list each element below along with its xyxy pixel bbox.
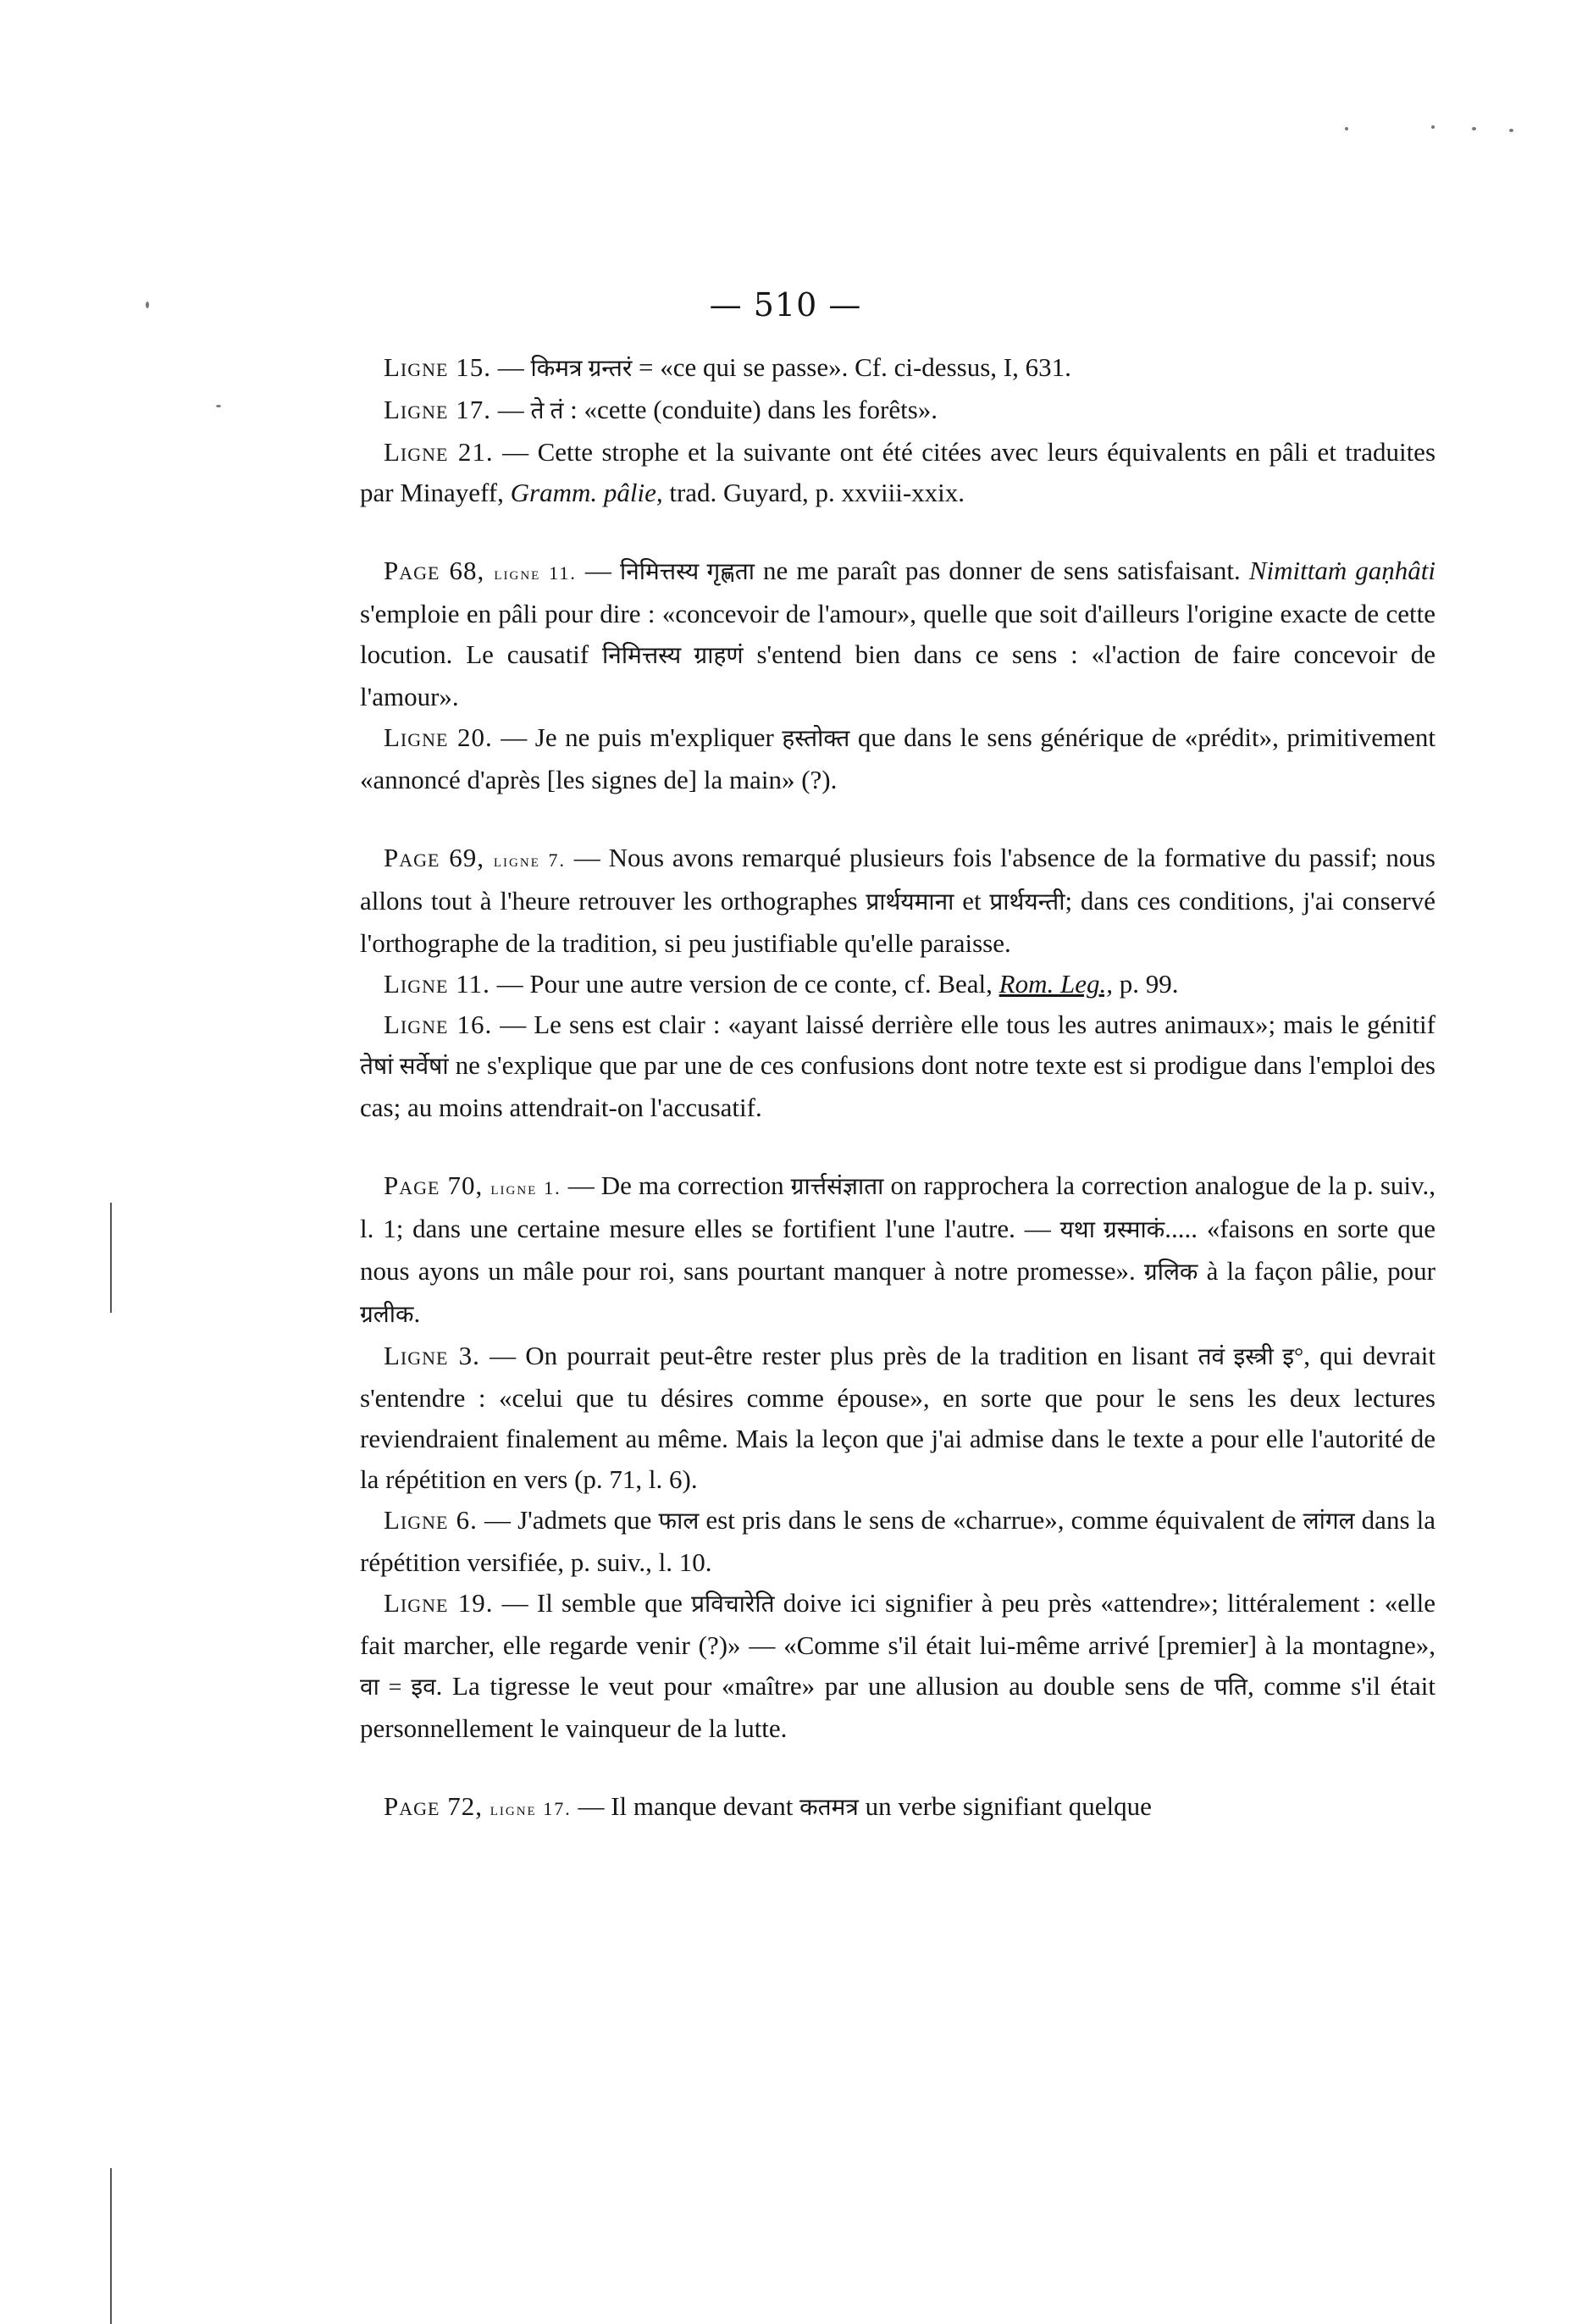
dash-separator: —	[492, 722, 535, 752]
note-text: = «ce qui se passe». Cf. ci-dessus, I, 631.	[632, 352, 1071, 382]
note-line-reference: ligne 17.	[490, 1798, 572, 1819]
dash-separator: —	[576, 556, 620, 585]
gutter-mark	[110, 2168, 112, 2324]
sanskrit-term: किमत्र ग्रन्तरं	[530, 356, 633, 382]
sanskrit-term: तवं इस्त्री इ°	[1198, 1344, 1304, 1370]
note-text: s'entend bien dans ce sens : «l'action de faire concevoir de l'amour».	[360, 639, 1436, 711]
sanskrit-term: यथा ग्रस्माकं	[1059, 1217, 1165, 1243]
note-text: On pourrait peut-être rester plus près de la tradition en lisant	[525, 1341, 1198, 1370]
note-text: . La tigresse le veut pour «maître» par une allusion au double sens de	[435, 1671, 1214, 1701]
note-entry	[360, 838, 1435, 964]
dash-separator: —	[479, 1341, 526, 1370]
dash-separator: —	[493, 1588, 537, 1618]
note-text: Le sens est clair : «ayant laissé derrière elle tous les autres animaux»; mais le génitif	[534, 1010, 1435, 1039]
note-entry	[360, 964, 1435, 1004]
note-reference: Ligne 19.	[384, 1588, 494, 1618]
note-reference: Ligne 20.	[384, 722, 493, 752]
scan-speck	[1509, 129, 1513, 132]
dash-separator: —	[490, 352, 531, 382]
dash-separator: —	[490, 969, 530, 999]
note-entry	[360, 1583, 1435, 1749]
scan-speck	[1345, 127, 1348, 130]
note-text: doive ici signifier à peu près «attendre»; littéralement : «elle fait marcher, elle regarde venir (?)» — «Comme s'il était lui-même arrivé [premier] à la montagne»,	[360, 1588, 1436, 1660]
dash-separator: —	[565, 843, 609, 872]
note-entry	[360, 1786, 1435, 1829]
dash-separator: —	[477, 1505, 518, 1535]
dash-separator: —	[493, 437, 538, 467]
note-entry	[360, 1500, 1435, 1583]
gutter-mark	[110, 1203, 112, 1313]
note-text: un verbe signifiant quelque	[858, 1791, 1152, 1821]
note-text: Nous avons remarqué plusieurs fois l'absence de la formative du passif; nous allons tout à l'heure retrouver les orthographes	[360, 843, 1435, 916]
sanskrit-term: प्रार्थयन्ती	[989, 889, 1065, 916]
note-reference: Page 72,	[384, 1791, 490, 1821]
note-text: on rapprochera la correction analogue de la p. suiv., l. 1; dans une certaine mesure elles se fortifient l'une l'autre. —	[360, 1170, 1435, 1243]
note-text: Je ne puis m'expliquer	[534, 722, 783, 752]
note-text: ..... «faisons en sorte que nous ayons un mâle pour roi, sans pourtant manquer à notre promesse».	[360, 1214, 1435, 1286]
note-text: , qui devrait s'entendre : «celui que tu désires comme épouse», en sorte que pour le sens les deux lectures reviendraient finalement au même. Mais la leçon que j'ai admise dans le texte a pour elle l'autorité de la répétition en vers (p. 71, l. 6).	[360, 1341, 1436, 1494]
dash-separator: —	[561, 1170, 601, 1200]
note-entry	[360, 347, 1435, 390]
scan-speck	[146, 302, 149, 308]
note-reference: Page 69,	[384, 843, 494, 872]
note-reference: Ligne 6.	[384, 1505, 478, 1535]
dash-separator: —	[571, 1791, 611, 1821]
note-reference: Ligne 15.	[384, 352, 491, 382]
note-text: , comme s'il était personnellement le vainqueur de la lutte.	[360, 1671, 1435, 1743]
dash-separator: —	[490, 395, 531, 424]
sanskrit-term: ग्रार्त्तसंज्ञाता	[790, 1174, 884, 1200]
note-entry	[360, 551, 1435, 717]
note-text: Il manque devant	[611, 1791, 800, 1821]
scan-speck	[1431, 125, 1435, 129]
note-text: Cette strophe et la suivante ont été citées avec leurs équivalents en pâli et traduites par Minayeff,	[360, 437, 1436, 507]
sanskrit-term: ते तं	[530, 398, 564, 424]
notes-text	[360, 347, 1435, 1829]
note-text: et	[954, 886, 990, 916]
italic-citation: Rom. Leg.,	[998, 969, 1113, 999]
note-text: ne s'explique que par une de ces confusions dont notre texte est si prodigue dans l'emploi des cas; au moins attendrait-on l'accusatif.	[360, 1050, 1435, 1122]
sanskrit-term: तेषां सर्वेषां	[360, 1054, 449, 1080]
sanskrit-term: निमित्तस्य गृह्णता	[619, 559, 755, 585]
note-text: .	[413, 1298, 421, 1328]
italic-citation: Nimittaṁ gaṇhâti	[1248, 556, 1436, 585]
sanskrit-term: पति	[1214, 1674, 1247, 1701]
note-text: : «cette (conduite) dans les forêts».	[563, 395, 938, 424]
note-entry	[360, 432, 1435, 513]
dash-separator: —	[492, 1010, 534, 1039]
note-entry	[360, 1004, 1435, 1128]
note-text: J'admets que	[517, 1505, 659, 1535]
note-text: s'emploie en pâli pour dire : «concevoir de l'amour», quelle que soit d'ailleurs l'origine exacte de cette locution. Le causatif	[360, 599, 1435, 669]
sanskrit-term: हस्तोक्त	[782, 726, 850, 752]
note-text: trad. Guyard, p. xxviii-xxix.	[662, 478, 965, 507]
italic-citation: Gramm. pâlie,	[510, 478, 663, 507]
sanskrit-term: निमित्तस्य ग्राहणं	[602, 643, 744, 669]
note-line-reference: ligne 11.	[494, 562, 577, 584]
note-reference: Ligne 11.	[384, 969, 490, 999]
scan-speck	[216, 405, 221, 407]
note-text: ne me paraît pas donner de sens satisfaisant.	[754, 556, 1249, 585]
scan-speck	[1472, 127, 1476, 130]
sanskrit-term: प्रार्थयमाना	[866, 889, 954, 916]
sanskrit-term: कतमत्र	[799, 1795, 859, 1821]
page-number: — 510 —	[709, 286, 862, 324]
note-line-reference: ligne 1.	[490, 1177, 561, 1198]
sanskrit-term: फाल	[658, 1508, 700, 1535]
note-text: à la façon pâlie, pour	[1198, 1256, 1436, 1286]
note-reference: Ligne 16.	[384, 1010, 493, 1039]
note-text: Pour une autre version de ce conte, cf. Beal,	[529, 969, 999, 999]
note-text: est pris dans le sens de «charrue», comme équivalent de	[699, 1505, 1303, 1535]
sanskrit-term: प्रविचारेति	[691, 1591, 775, 1618]
note-text: p. 99.	[1113, 969, 1179, 999]
sanskrit-term: ग्रलिक	[1143, 1259, 1198, 1286]
note-reference: Page 70,	[384, 1170, 491, 1200]
note-reference: Ligne 21.	[384, 437, 494, 467]
note-text: De ma correction	[600, 1170, 791, 1200]
note-text: que dans le sens générique de «prédit», primitivement «annoncé d'après [les signes de] la main» (?).	[360, 722, 1436, 794]
note-entry	[360, 390, 1435, 432]
note-text: Il semble que	[536, 1588, 692, 1618]
note-reference: Ligne 17.	[384, 395, 491, 424]
note-line-reference: ligne 7.	[493, 849, 566, 871]
note-entry	[360, 717, 1435, 800]
sanskrit-term: लांगल	[1303, 1508, 1355, 1535]
note-entry	[360, 1336, 1435, 1500]
sanskrit-term: ग्रलीक	[360, 1302, 414, 1328]
sanskrit-term: वा = इव	[360, 1674, 436, 1701]
note-reference: Page 68,	[384, 556, 495, 585]
note-reference: Ligne 3.	[384, 1341, 480, 1370]
note-text: ; dans ces conditions, j'ai conservé l'orthographe de la tradition, si peu justifiable qu'elle paraisse.	[360, 886, 1435, 958]
note-entry	[360, 1165, 1435, 1336]
note-text: dans la répétition versifiée, p. suiv., l. 10.	[360, 1505, 1435, 1577]
